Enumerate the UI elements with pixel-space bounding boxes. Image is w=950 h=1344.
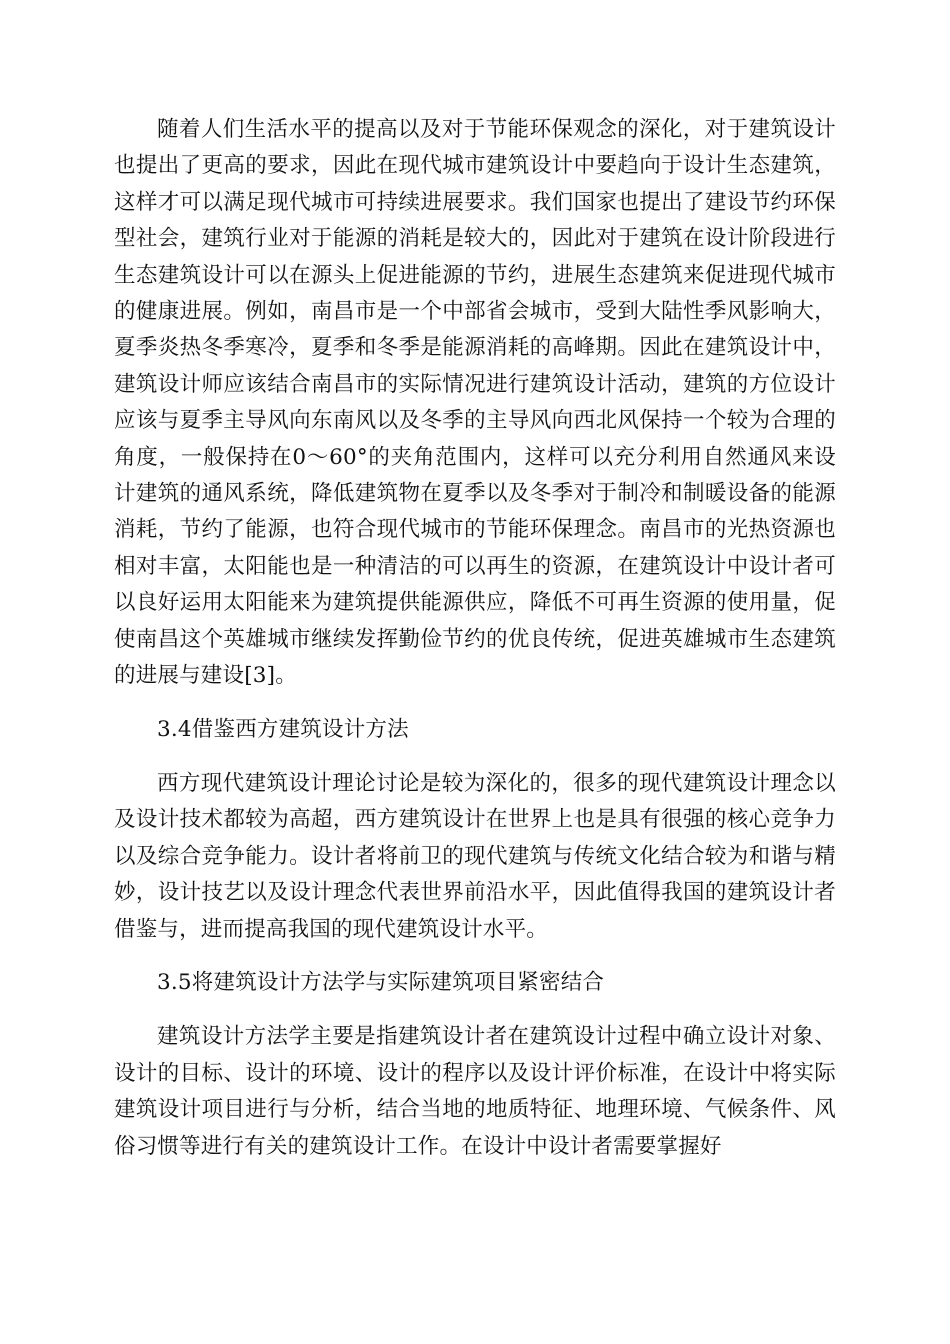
paragraph-design-methodology: 建筑设计方法学主要是指建筑设计者在建筑设计过程中确立设计对象、设计的目标、设计的环境、设计的程序以及设计评价标准，在设计中将实际建筑设计项目进行与分析，结合当地的地质特征、地理环境、气候条件、风俗习惯等进行有关的建筑设计工作。在设计中设计者需要掌握好	[114, 1024, 836, 1159]
section-heading-3-5: 3.5将建筑设计方法学与实际建筑项目紧密结合	[157, 969, 605, 995]
section-heading-3-4: 3.4借鉴西方建筑设计方法	[157, 716, 409, 742]
document-page	[114, 112, 836, 1165]
paragraph-eco-building: 随着人们生活水平的提高以及对于节能环保观念的深化，对于建筑设计也提出了更高的要求，因此在现代城市建筑设计中要趋向于设计生态建筑，这样才可以满足现代城市可持续进展要求。我们国家也提出了建设节约环保型社会，建筑行业对于能源的消耗是较大的，因此对于建筑在设计阶段进行生态建筑设计可以在源头上促进能源的节约，进展生态建筑来促进现代城市的健康进展。例如，南昌市是一个中部省会城市，受到大陆性季风影响大，夏季炎热冬季寒冷，夏季和冬季是能源消耗的高峰期。因此在建筑设计中，建筑设计师应该结合南昌市的实际情况进行建筑设计活动，建筑的方位设计应该与夏季主导风向东南风以及冬季的主导风向西北风保持一个较为合理的角度，一般保持在0～60°的夹角范围内，这样可以充分利用自然通风来设计建筑的通风系统，降低建筑物在夏季以及冬季对于制冷和制暖设备的能源消耗，节约了能源，也符合现代城市的节能环保理念。南昌市的光热资源也相对丰富，太阳能也是一种清洁的可以再生的资源，在建筑设计中设计者可以良好运用太阳能来为建筑提供能源供应，降低不可再生资源的使用量，促使南昌这个英雄城市继续发挥勤俭节约的优良传统，促进英雄城市生态建筑的进展与建设[3]。	[114, 117, 836, 689]
paragraph-western-methods: 西方现代建筑设计理论讨论是较为深化的，很多的现代建筑设计理念以及设计技术都较为高超，西方建筑设计在世界上也是具有很强的核心竞争力以及综合竞争能力。设计者将前卫的现代建筑与传统文化结合较为和谐与精妙，设计技艺以及设计理念代表世界前沿水平，因此值得我国的建筑设计者借鉴与，进而提高我国的现代建筑设计水平。	[114, 770, 836, 942]
